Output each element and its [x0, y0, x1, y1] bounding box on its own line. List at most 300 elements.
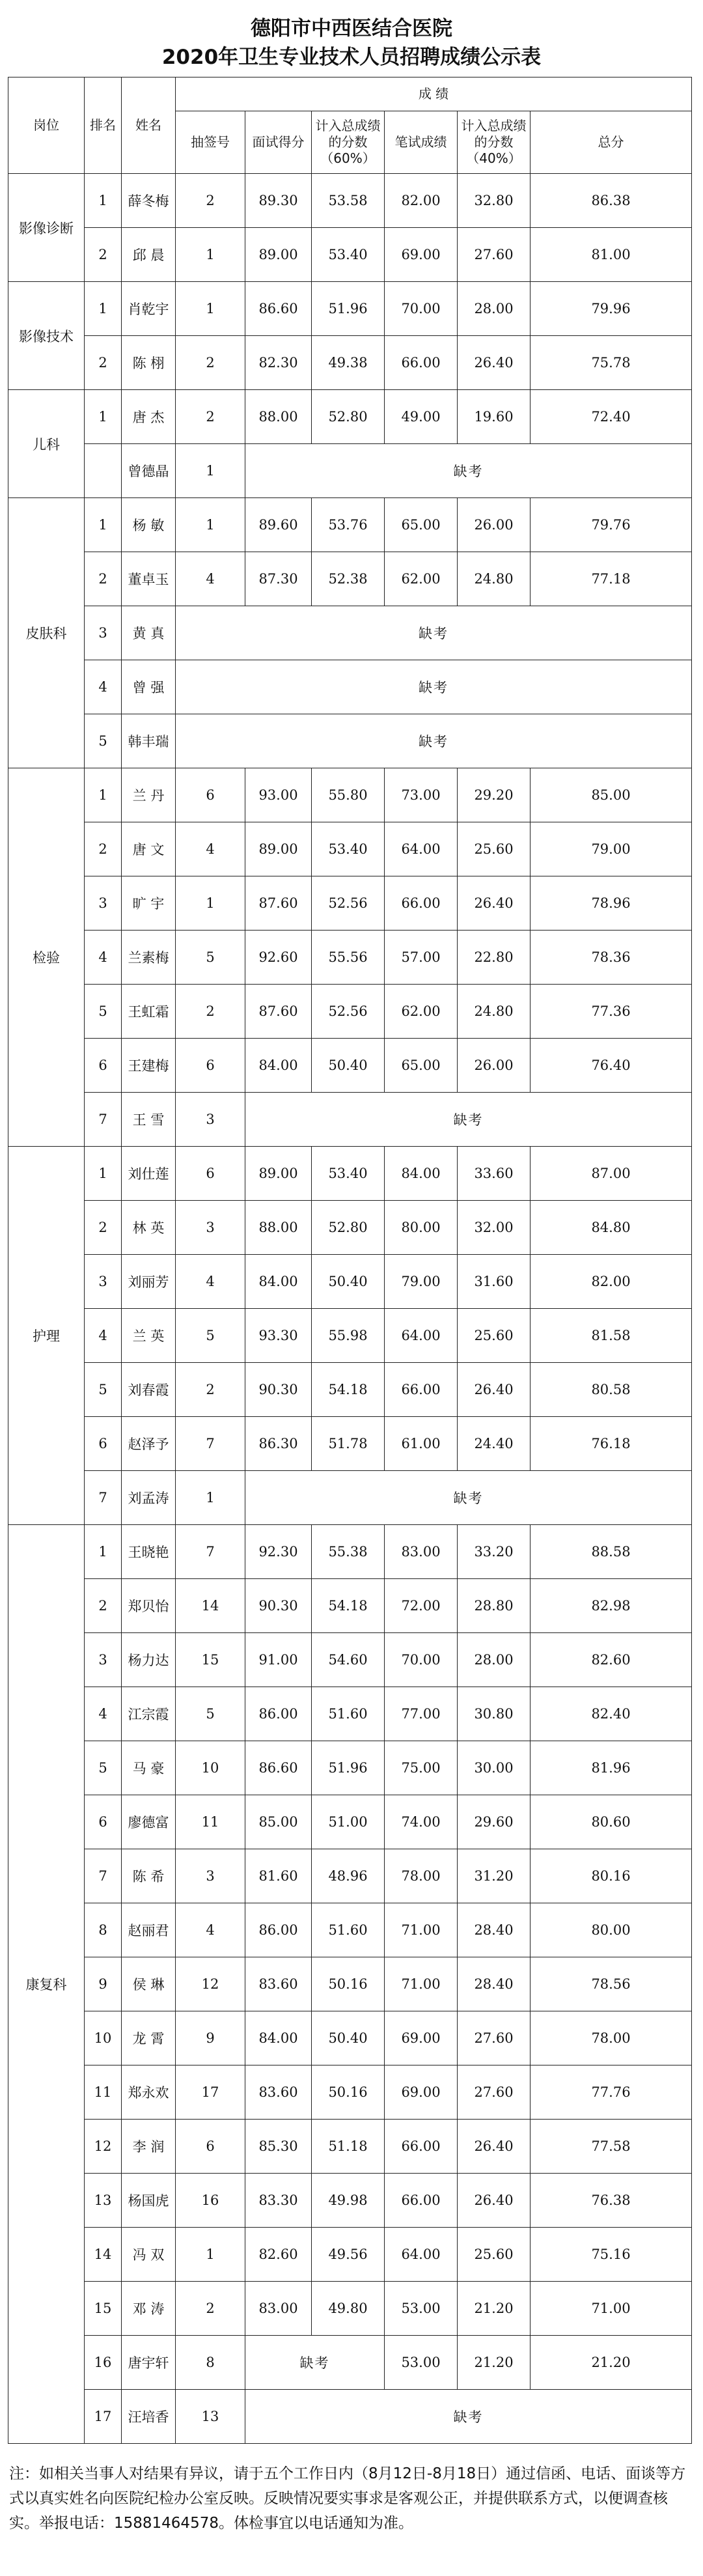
- interview-weighted-cell: 52.38: [312, 552, 385, 606]
- table-row: [8, 2228, 692, 2282]
- written-cell: 49.00: [385, 390, 458, 444]
- interview-weighted-cell: 49.98: [312, 2174, 385, 2228]
- name-cell: 唐 杰: [122, 390, 176, 444]
- table-row: [8, 1309, 692, 1363]
- table-row: [8, 1093, 692, 1147]
- rank-cell: 3: [85, 606, 122, 660]
- interview-weighted-cell: 50.16: [312, 2065, 385, 2120]
- total-cell: 78.96: [531, 876, 692, 931]
- draw-cell: 4: [176, 552, 245, 606]
- table-row: [8, 606, 692, 660]
- written-cell: 71.00: [385, 1957, 458, 2011]
- total-cell: 79.00: [531, 822, 692, 876]
- written-weighted-cell: 29.60: [458, 1795, 531, 1849]
- name-cell: 陈 栩: [122, 336, 176, 390]
- absent-cell: 缺考: [245, 1471, 692, 1525]
- header-interview-weighted: 计入总成绩的分数（60%）: [312, 111, 385, 174]
- table-row: [8, 714, 692, 768]
- total-cell: 82.00: [531, 1255, 692, 1309]
- draw-cell: 15: [176, 1633, 245, 1687]
- total-cell: 81.58: [531, 1309, 692, 1363]
- header-draw: 抽签号: [176, 111, 245, 174]
- rank-cell: 10: [85, 2011, 122, 2065]
- written-weighted-cell: 31.20: [458, 1849, 531, 1903]
- absent-cell: 缺考: [245, 444, 692, 498]
- rank-cell: 3: [85, 876, 122, 931]
- total-cell: 77.36: [531, 985, 692, 1039]
- interview-weighted-cell: 53.76: [312, 498, 385, 552]
- name-cell: 王晓艳: [122, 1525, 176, 1579]
- written-cell: 69.00: [385, 2065, 458, 2120]
- written-weighted-cell: 26.00: [458, 498, 531, 552]
- total-cell: 75.16: [531, 2228, 692, 2282]
- interview-cell: 86.30: [245, 1417, 312, 1471]
- written-weighted-cell: 24.80: [458, 985, 531, 1039]
- interview-cell: 92.60: [245, 931, 312, 985]
- table-row: [8, 1525, 692, 1579]
- interview-weighted-cell: 51.96: [312, 1741, 385, 1795]
- name-cell: 旷 宇: [122, 876, 176, 931]
- interview-cell: 90.30: [245, 1363, 312, 1417]
- rank-cell: 4: [85, 1309, 122, 1363]
- name-cell: 王建梅: [122, 1039, 176, 1093]
- written-cell: 53.00: [385, 2282, 458, 2336]
- rank-cell: 9: [85, 1957, 122, 2011]
- interview-weighted-cell: 49.80: [312, 2282, 385, 2336]
- written-cell: 80.00: [385, 1201, 458, 1255]
- interview-weighted-cell: 54.18: [312, 1363, 385, 1417]
- total-cell: 77.76: [531, 2065, 692, 2120]
- written-weighted-cell: 28.00: [458, 282, 531, 336]
- total-cell: 78.56: [531, 1957, 692, 2011]
- total-cell: 77.58: [531, 2120, 692, 2174]
- written-weighted-cell: 33.20: [458, 1525, 531, 1579]
- absent-cell: 缺考: [176, 714, 692, 768]
- total-cell: 88.58: [531, 1525, 692, 1579]
- name-cell: 杨力达: [122, 1633, 176, 1687]
- rank-cell: 1: [85, 498, 122, 552]
- written-weighted-cell: 28.80: [458, 1579, 531, 1633]
- written-cell: 53.00: [385, 2336, 458, 2390]
- table-row: [8, 1633, 692, 1687]
- rank-cell: 1: [85, 768, 122, 822]
- table-row: [8, 2282, 692, 2336]
- written-cell: 70.00: [385, 1633, 458, 1687]
- interview-weighted-cell: 50.40: [312, 2011, 385, 2065]
- name-cell: 郑贝怡: [122, 1579, 176, 1633]
- interview-weighted-cell: 51.18: [312, 2120, 385, 2174]
- written-cell: 66.00: [385, 2120, 458, 2174]
- table-row: [8, 1039, 692, 1093]
- total-cell: 80.16: [531, 1849, 692, 1903]
- rank-cell: 2: [85, 336, 122, 390]
- interview-weighted-cell: 53.40: [312, 228, 385, 282]
- rank-cell: 6: [85, 1795, 122, 1849]
- interview-cell: 85.00: [245, 1795, 312, 1849]
- rank-cell: 1: [85, 1147, 122, 1201]
- written-weighted-cell: 26.40: [458, 2120, 531, 2174]
- draw-cell: 5: [176, 1687, 245, 1741]
- interview-weighted-cell: 49.38: [312, 336, 385, 390]
- interview-cell: 84.00: [245, 2011, 312, 2065]
- interview-cell: 86.60: [245, 282, 312, 336]
- written-cell: 66.00: [385, 336, 458, 390]
- written-cell: 69.00: [385, 2011, 458, 2065]
- rank-cell: 2: [85, 228, 122, 282]
- name-cell: 杨 敏: [122, 498, 176, 552]
- post-cell: 影像技术: [8, 282, 85, 390]
- rank-cell: 1: [85, 174, 122, 228]
- written-weighted-cell: 33.60: [458, 1147, 531, 1201]
- rank-cell: 5: [85, 985, 122, 1039]
- rank-cell: 11: [85, 2065, 122, 2120]
- draw-cell: 1: [176, 444, 245, 498]
- written-cell: 65.00: [385, 1039, 458, 1093]
- table-row: [8, 1741, 692, 1795]
- written-weighted-cell: 25.60: [458, 822, 531, 876]
- absent-cell: 缺考: [245, 1093, 692, 1147]
- draw-cell: 6: [176, 1039, 245, 1093]
- interview-cell: 93.30: [245, 1309, 312, 1363]
- interview-cell: 85.30: [245, 2120, 312, 2174]
- rank-cell: 14: [85, 2228, 122, 2282]
- rank-cell: 1: [85, 282, 122, 336]
- header-written: 笔试成绩: [385, 111, 458, 174]
- rank-cell: [85, 444, 122, 498]
- table-row: [8, 1957, 692, 2011]
- name-cell: 赵丽君: [122, 1903, 176, 1957]
- interview-cell: 87.60: [245, 876, 312, 931]
- name-cell: 江宗霞: [122, 1687, 176, 1741]
- name-cell: 兰 丹: [122, 768, 176, 822]
- table-row: [8, 1255, 692, 1309]
- written-weighted-cell: 25.60: [458, 1309, 531, 1363]
- table-row: [8, 228, 692, 282]
- interview-cell: 91.00: [245, 1633, 312, 1687]
- written-cell: 66.00: [385, 2174, 458, 2228]
- written-weighted-cell: 29.20: [458, 768, 531, 822]
- rank-cell: 4: [85, 660, 122, 714]
- draw-cell: 12: [176, 1957, 245, 2011]
- table-row: [8, 2011, 692, 2065]
- draw-cell: 6: [176, 1147, 245, 1201]
- draw-cell: 14: [176, 1579, 245, 1633]
- name-cell: 冯 双: [122, 2228, 176, 2282]
- rank-cell: 4: [85, 931, 122, 985]
- written-weighted-cell: 28.00: [458, 1633, 531, 1687]
- table-row: [8, 336, 692, 390]
- interview-cell: 83.60: [245, 2065, 312, 2120]
- written-weighted-cell: 27.60: [458, 2065, 531, 2120]
- total-cell: 78.00: [531, 2011, 692, 2065]
- table-row: [8, 2065, 692, 2120]
- table-row: [8, 1687, 692, 1741]
- name-cell: 侯 琳: [122, 1957, 176, 2011]
- interview-weighted-cell: 54.18: [312, 1579, 385, 1633]
- name-cell: 王虹霜: [122, 985, 176, 1039]
- draw-cell: 2: [176, 336, 245, 390]
- interview-weighted-cell: 52.56: [312, 876, 385, 931]
- rank-cell: 1: [85, 1525, 122, 1579]
- interview-cell: 81.60: [245, 1849, 312, 1903]
- written-weighted-cell: 27.60: [458, 228, 531, 282]
- draw-cell: 6: [176, 2120, 245, 2174]
- interview-weighted-cell: 53.40: [312, 1147, 385, 1201]
- written-weighted-cell: 24.80: [458, 552, 531, 606]
- post-cell: 检验: [8, 768, 85, 1147]
- interview-cell: 88.00: [245, 390, 312, 444]
- interview-cell: 84.00: [245, 1039, 312, 1093]
- post-cell: 护理: [8, 1147, 85, 1525]
- draw-cell: 7: [176, 1525, 245, 1579]
- draw-cell: 16: [176, 2174, 245, 2228]
- total-cell: 82.60: [531, 1633, 692, 1687]
- interview-weighted-cell: 55.98: [312, 1309, 385, 1363]
- written-cell: 71.00: [385, 1903, 458, 1957]
- total-cell: 82.98: [531, 1579, 692, 1633]
- interview-cell: 87.30: [245, 552, 312, 606]
- interview-weighted-cell: 50.40: [312, 1039, 385, 1093]
- name-cell: 薛冬梅: [122, 174, 176, 228]
- absent-cell: 缺考: [245, 2336, 385, 2390]
- absent-cell: 缺考: [176, 660, 692, 714]
- draw-cell: 3: [176, 1093, 245, 1147]
- interview-weighted-cell: 53.58: [312, 174, 385, 228]
- written-weighted-cell: 26.40: [458, 336, 531, 390]
- interview-cell: 83.00: [245, 2282, 312, 2336]
- name-cell: 黄 真: [122, 606, 176, 660]
- written-weighted-cell: 28.40: [458, 1957, 531, 2011]
- absent-cell: 缺考: [245, 2390, 692, 2444]
- header-total: 总分: [531, 111, 692, 174]
- table-row: [8, 1201, 692, 1255]
- interview-cell: 86.60: [245, 1741, 312, 1795]
- table-row: [8, 1417, 692, 1471]
- total-cell: 71.00: [531, 2282, 692, 2336]
- table-row: [8, 498, 692, 552]
- draw-cell: 3: [176, 1849, 245, 1903]
- total-cell: 80.58: [531, 1363, 692, 1417]
- total-cell: 75.78: [531, 336, 692, 390]
- written-cell: 78.00: [385, 1849, 458, 1903]
- draw-cell: 2: [176, 1363, 245, 1417]
- rank-cell: 16: [85, 2336, 122, 2390]
- name-cell: 廖德富: [122, 1795, 176, 1849]
- rank-cell: 15: [85, 2282, 122, 2336]
- header-written-weighted: 计入总成绩的分数（40%）: [458, 111, 531, 174]
- written-cell: 77.00: [385, 1687, 458, 1741]
- name-cell: 刘孟涛: [122, 1471, 176, 1525]
- written-cell: 79.00: [385, 1255, 458, 1309]
- written-cell: 84.00: [385, 1147, 458, 1201]
- interview-cell: 88.00: [245, 1201, 312, 1255]
- table-row: [8, 282, 692, 336]
- scores-body: [8, 174, 692, 2444]
- table-row: [8, 1147, 692, 1201]
- total-cell: 81.96: [531, 1741, 692, 1795]
- interview-weighted-cell: 51.60: [312, 1687, 385, 1741]
- written-weighted-cell: 27.60: [458, 2011, 531, 2065]
- draw-cell: 2: [176, 390, 245, 444]
- written-weighted-cell: 30.80: [458, 1687, 531, 1741]
- draw-cell: 7: [176, 1417, 245, 1471]
- draw-cell: 1: [176, 498, 245, 552]
- written-weighted-cell: 21.20: [458, 2336, 531, 2390]
- interview-weighted-cell: 51.60: [312, 1903, 385, 1957]
- name-cell: 汪培香: [122, 2390, 176, 2444]
- interview-weighted-cell: 52.56: [312, 985, 385, 1039]
- table-row: [8, 1579, 692, 1633]
- written-weighted-cell: 19.60: [458, 390, 531, 444]
- rank-cell: 2: [85, 552, 122, 606]
- written-weighted-cell: 24.40: [458, 1417, 531, 1471]
- interview-weighted-cell: 52.80: [312, 390, 385, 444]
- draw-cell: 10: [176, 1741, 245, 1795]
- total-cell: 82.40: [531, 1687, 692, 1741]
- name-cell: 韩丰瑞: [122, 714, 176, 768]
- total-cell: 80.60: [531, 1795, 692, 1849]
- interview-cell: 89.00: [245, 228, 312, 282]
- rank-cell: 17: [85, 2390, 122, 2444]
- table-row: [8, 2336, 692, 2390]
- draw-cell: 13: [176, 2390, 245, 2444]
- table-row: [8, 1363, 692, 1417]
- name-cell: 唐宇轩: [122, 2336, 176, 2390]
- total-cell: 87.00: [531, 1147, 692, 1201]
- written-cell: 75.00: [385, 1741, 458, 1795]
- total-cell: 72.40: [531, 390, 692, 444]
- total-cell: 79.76: [531, 498, 692, 552]
- rank-cell: 2: [85, 1201, 122, 1255]
- name-cell: 杨国虎: [122, 2174, 176, 2228]
- total-cell: 81.00: [531, 228, 692, 282]
- written-cell: 61.00: [385, 1417, 458, 1471]
- draw-cell: 4: [176, 1903, 245, 1957]
- name-cell: 林 英: [122, 1201, 176, 1255]
- written-cell: 72.00: [385, 1579, 458, 1633]
- interview-weighted-cell: 50.40: [312, 1255, 385, 1309]
- written-weighted-cell: 25.60: [458, 2228, 531, 2282]
- draw-cell: 17: [176, 2065, 245, 2120]
- post-cell: 皮肤科: [8, 498, 85, 768]
- written-cell: 62.00: [385, 552, 458, 606]
- interview-cell: 89.00: [245, 822, 312, 876]
- interview-cell: 83.60: [245, 1957, 312, 2011]
- name-cell: 赵泽予: [122, 1417, 176, 1471]
- name-cell: 邱 晨: [122, 228, 176, 282]
- table-row: [8, 1795, 692, 1849]
- absent-cell: 缺考: [176, 606, 692, 660]
- name-cell: 刘春霞: [122, 1363, 176, 1417]
- written-cell: 66.00: [385, 1363, 458, 1417]
- table-row: [8, 876, 692, 931]
- written-weighted-cell: 31.60: [458, 1255, 531, 1309]
- written-weighted-cell: 26.00: [458, 1039, 531, 1093]
- draw-cell: 6: [176, 768, 245, 822]
- header-name: 姓名: [122, 77, 176, 174]
- rank-cell: 3: [85, 1255, 122, 1309]
- interview-cell: 86.00: [245, 1903, 312, 1957]
- header-rank: 排名: [85, 77, 122, 174]
- name-cell: 董卓玉: [122, 552, 176, 606]
- rank-cell: 5: [85, 1741, 122, 1795]
- post-cell: 康复科: [8, 1525, 85, 2444]
- table-row: [8, 931, 692, 985]
- rank-cell: 7: [85, 1471, 122, 1525]
- interview-cell: 82.60: [245, 2228, 312, 2282]
- table-row: [8, 2120, 692, 2174]
- written-weighted-cell: 32.80: [458, 174, 531, 228]
- total-cell: 85.00: [531, 768, 692, 822]
- table-row: [8, 2174, 692, 2228]
- draw-cell: 1: [176, 876, 245, 931]
- draw-cell: 4: [176, 1255, 245, 1309]
- name-cell: 兰 英: [122, 1309, 176, 1363]
- draw-cell: 8: [176, 2336, 245, 2390]
- rank-cell: 7: [85, 1849, 122, 1903]
- written-weighted-cell: 26.40: [458, 876, 531, 931]
- total-cell: 84.80: [531, 1201, 692, 1255]
- written-cell: 83.00: [385, 1525, 458, 1579]
- interview-weighted-cell: 54.60: [312, 1633, 385, 1687]
- table-row: [8, 390, 692, 444]
- interview-weighted-cell: 51.78: [312, 1417, 385, 1471]
- draw-cell: 11: [176, 1795, 245, 1849]
- draw-cell: 4: [176, 822, 245, 876]
- written-cell: 62.00: [385, 985, 458, 1039]
- interview-cell: 87.60: [245, 985, 312, 1039]
- interview-cell: 83.30: [245, 2174, 312, 2228]
- rank-cell: 6: [85, 1039, 122, 1093]
- name-cell: 刘丽芳: [122, 1255, 176, 1309]
- written-cell: 64.00: [385, 822, 458, 876]
- interview-weighted-cell: 52.80: [312, 1201, 385, 1255]
- interview-cell: 92.30: [245, 1525, 312, 1579]
- interview-cell: 86.00: [245, 1687, 312, 1741]
- rank-cell: 5: [85, 1363, 122, 1417]
- name-cell: 陈 希: [122, 1849, 176, 1903]
- interview-weighted-cell: 53.40: [312, 822, 385, 876]
- written-cell: 64.00: [385, 2228, 458, 2282]
- name-cell: 王 雪: [122, 1093, 176, 1147]
- table-row: [8, 1903, 692, 1957]
- title-block: [0, 0, 703, 77]
- total-cell: 76.18: [531, 1417, 692, 1471]
- written-weighted-cell: 22.80: [458, 931, 531, 985]
- header-scores-group: 成 绩: [176, 77, 692, 111]
- table-row: [8, 552, 692, 606]
- interview-weighted-cell: 55.80: [312, 768, 385, 822]
- interview-weighted-cell: 51.96: [312, 282, 385, 336]
- rank-cell: 3: [85, 1633, 122, 1687]
- interview-weighted-cell: 49.56: [312, 2228, 385, 2282]
- scores-table: [8, 77, 692, 2444]
- name-cell: 邓 涛: [122, 2282, 176, 2336]
- name-cell: 李 润: [122, 2120, 176, 2174]
- name-cell: 肖乾宇: [122, 282, 176, 336]
- rank-cell: 8: [85, 1903, 122, 1957]
- draw-cell: 9: [176, 2011, 245, 2065]
- table-row: [8, 768, 692, 822]
- rank-cell: 6: [85, 1417, 122, 1471]
- table-row: [8, 985, 692, 1039]
- post-cell: 儿科: [8, 390, 85, 498]
- written-cell: 73.00: [385, 768, 458, 822]
- written-cell: 64.00: [385, 1309, 458, 1363]
- rank-cell: 2: [85, 1579, 122, 1633]
- total-cell: 21.20: [531, 2336, 692, 2390]
- draw-cell: 1: [176, 228, 245, 282]
